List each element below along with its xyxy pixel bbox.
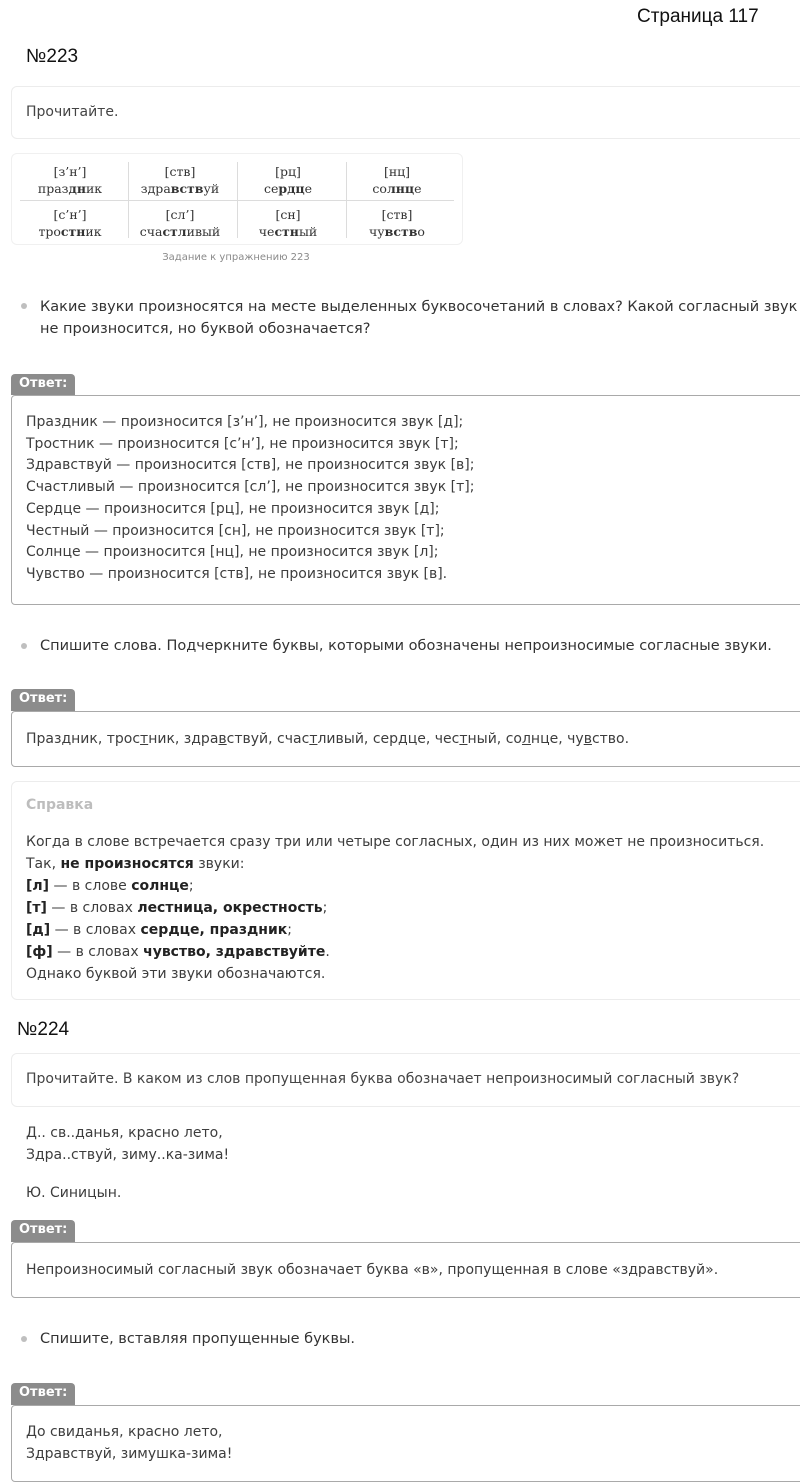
reference-item: [ф] — в словах чувство, здравствуйте. [26,944,330,960]
cell-sound: [ств] [381,207,413,222]
answer-label: Ответ: [11,1383,75,1405]
reference-line: Когда в слове встречается сразу три или четыре согласных, один из них может не произноситься. [26,834,765,850]
poem-line: Здра..ствуй, зиму..ка-зима! [26,1147,230,1163]
question-1 [40,296,800,340]
cell-word: счастливый [139,224,221,239]
answer-box-4 [11,1405,800,1482]
answer-label: Ответ: [11,689,75,711]
answer-line: Здравствуй — произносится [ств], не произносится звук [в]; [26,457,475,474]
cell-sound: [сл’] [165,207,195,222]
poem-author: Ю. Синицын. [26,1185,122,1201]
reference-item: [л] — в слове солнце; [26,878,194,894]
answer-box-3 [11,1242,800,1298]
instruction-text: Прочитайте. [26,104,119,120]
cell-sound: [сн] [275,207,301,222]
cell-word: тростник [38,224,102,239]
exercise-number-223: №223 [26,46,79,67]
answer-line: Счастливый — произносится [сл’], не произносится звук [т]; [26,479,475,496]
reference-box [11,781,800,1000]
reference-item: [т] — в словах лестница, окрестность; [26,900,328,916]
reference-line: Так, не произносятся звуки: [26,856,245,872]
page-number: Страница 117 [637,6,759,27]
table-cell [343,163,451,197]
reference-item: [д] — в словах сердце, праздник; [26,922,292,938]
answer-text-underlined: Праздник, тростник, здравствуй, счастливый, сердце, честный, солнце, чувство. [26,731,630,747]
poem-line: Д.. св..данья, красно лето, [26,1125,223,1141]
question-3: Спишите, вставляя пропущенные буквы. [40,1331,356,1347]
cell-word: чувство [369,224,425,239]
cell-word: солнце [372,181,422,196]
bullet-icon [21,303,27,309]
answer-box-2 [11,711,800,767]
answer-line: Сердце — произносится [рц], не произносится звук [д]; [26,500,440,517]
instruction-text: Прочитайте. В каком из слов пропущенная буква обозначает непроизносимый согласный звук? [26,1071,740,1087]
answer-label: Ответ: [11,1220,75,1242]
bullet-icon [21,1336,27,1342]
table-caption: Задание к упражнению 223 [162,252,310,263]
cell-sound: [нц] [383,164,411,179]
poem [26,1122,229,1166]
answer-line: Чувство — произносится [ств], не произносится звук [в]. [26,565,448,582]
cell-sound: [з’н’] [53,164,87,179]
answer-line: Тростник — произносится [с’н’], не произносится звук [т]; [26,435,459,452]
answer-line: Непроизносимый согласный звук обозначает буква «в», пропущенная в слове «здравствуй». [26,1262,719,1278]
table-cell [16,206,124,240]
answer-box-1 [11,395,800,605]
cell-word: сердце [263,181,313,196]
instruction-box-224 [11,1053,800,1107]
answer-label: Ответ: [11,374,75,395]
exercise-number-224: №224 [17,1019,70,1040]
table-cell [126,163,234,197]
question-line: Какие звуки произносятся на месте выделенных буквосочетаний в словах? Какой согласный звук [40,299,798,315]
answer-line: Праздник — произносится [з’н’], не произносится звук [д]; [26,414,464,430]
cell-word: здравствуй [140,181,220,196]
table-cell [126,206,234,240]
answer-line: Честный — произносится [сн], не произносится звук [т]; [26,522,445,539]
answer-line: Здравствуй, зимушка-зима! [26,1445,233,1462]
cell-word: честный [258,224,318,239]
question-2: Спишите слова. Подчеркните буквы, которыми обозначены непроизносимые согласные звуки. [40,638,772,654]
table-cell [16,163,124,197]
table-cell [234,163,342,197]
answer-line: Солнце — произносится [нц], не произносится звук [л]; [26,544,439,561]
cell-word: праздник [37,181,103,196]
reference-line: Однако буквой эти звуки обозначаются. [26,966,326,982]
instruction-box-223 [11,86,800,139]
answer-line: До свиданья, красно лето, [26,1424,223,1440]
cell-sound: [ств] [164,164,196,179]
cell-sound: [рц] [275,164,301,179]
reference-body [26,831,800,985]
table-cell [234,206,342,240]
reference-title: Справка [26,797,94,813]
table-cell [343,206,451,240]
bullet-icon [21,643,27,649]
question-line: не произносится, но буквой обозначается? [40,321,371,337]
cell-sound: [с’н’] [53,207,87,222]
sound-table [11,153,463,245]
